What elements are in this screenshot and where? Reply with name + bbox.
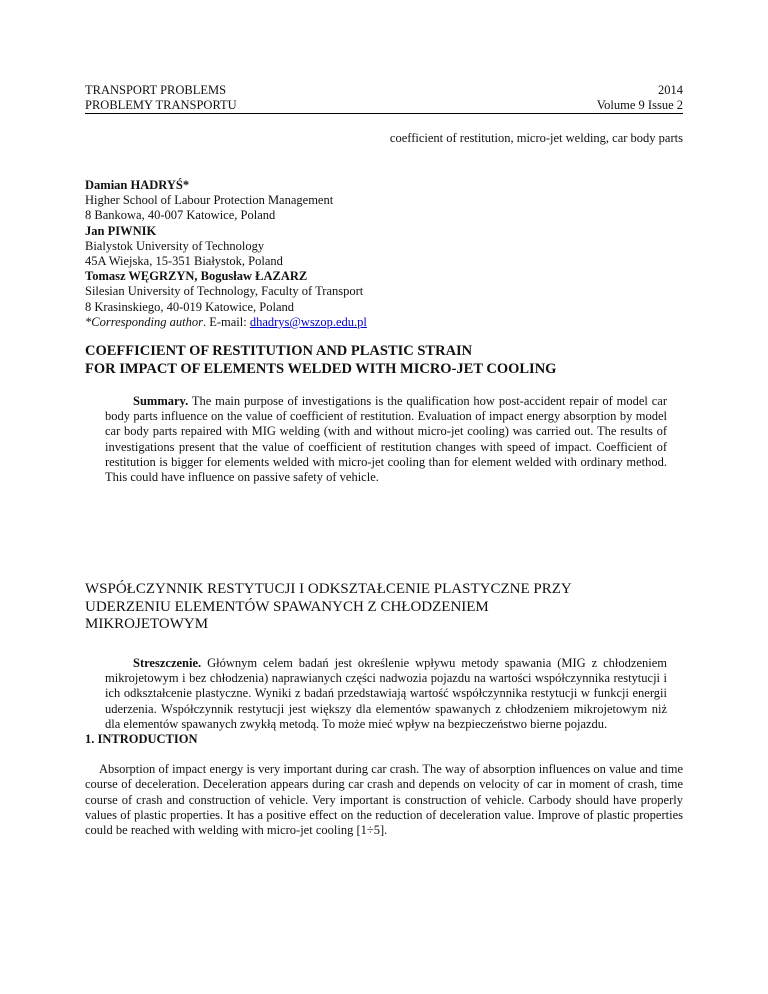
author-address: 45A Wiejska, 15-351 Białystok, Poland (85, 254, 283, 269)
journal-name-en: TRANSPORT PROBLEMS (85, 83, 227, 97)
section-paragraph: Absorption of impact energy is very important during car crash. The way of absorption influences on value and time course of deceleration. Deceleration appears during car crash and depends on velocity of car in moment of crash, time course of crash and construction of vehicle. Very important is construction of vehicle. Carbody should have properly values of plastic properties. It has a positive effect on the reduction of deceleration value. Improve of plastic properties could be reached with welding with micro-jet cooling [1÷5]. (85, 762, 683, 838)
paper-title-en (85, 343, 685, 378)
keywords: coefficient of restitution, micro-jet welding, car body parts (389, 131, 683, 145)
author-name: Damian HADRYŚ* (85, 178, 190, 192)
journal-volume: Volume 9 Issue 2 (596, 98, 683, 112)
journal-year: 2014 (658, 83, 683, 97)
section-heading: 1. INTRODUCTION (85, 732, 198, 746)
author-address: 8 Krasinskiego, 40-019 Katowice, Poland (85, 299, 294, 314)
summary-en (105, 394, 667, 485)
summary-pl-text: Głównym celem badań jest określenie wpływu metody spawania (MIG z chłodzeniem mikrojetowym i bez chłodzenia) naprawianych części nadwozia pojazdu na wartości współczynnika restytucji i ich odkształcenie plastyczne. Wyniki z badań przedstawiają wartość współczynnika restytucji w funkcji energii uderzenia. Współczynnik restytucji jest większy dla elementów spawanych z chłodzeniem mikrojetowym niż dla elementów spawanych zwykłą metodą. To może mieć wpływ na bezpieczeństwo bierne pojazdu. (105, 656, 667, 731)
title-pl-line: WSPÓŁCZYNNIK RESTYTUCJI I ODKSZTAŁCENIE PLASTYCZNE PRZY (85, 581, 572, 597)
running-header (85, 83, 683, 114)
author-affiliation: Silesian University of Technology, Faculty of Transport (85, 284, 364, 299)
author-affiliation: Bialystok University of Technology (85, 238, 265, 253)
corresponding-text: . E-mail: (202, 314, 250, 329)
email-link[interactable]: dhadrys@wszop.edu.pl (249, 314, 367, 329)
summary-pl-label: Streszczenie. (133, 656, 202, 670)
author-affiliation: Higher School of Labour Protection Management (85, 193, 334, 208)
author-block (85, 178, 367, 330)
summary-en-text: The main purpose of investigations is the qualification how post-accident repair of model car body parts influence on the value of coefficient of restitution. Evaluation of impact energy absorption by model car body parts repaired with MIG welding (with and without micro-jet cooling) was carried out. The results of investigations present that the value of coefficient of restitution changes with speed of impact. Coefficient of restitution is bigger for elements welded with micro-jet cooling than for element welded with ordinary method. This could have influence on passive safety of vehicle. (105, 394, 667, 485)
journal-name-pl: PROBLEMY TRANSPORTU (85, 98, 237, 112)
author-address: 8 Bankowa, 40-007 Katowice, Poland (85, 208, 276, 223)
title-en-line: COEFFICIENT OF RESTITUTION AND PLASTIC STRAIN (85, 343, 473, 359)
title-pl-line: UDERZENIU ELEMENTÓW SPAWANYCH Z CHŁODZENIEM (85, 598, 489, 615)
title-en-line: FOR IMPACT OF ELEMENTS WELDED WITH MICRO-JET COOLING (85, 360, 557, 377)
corresponding-author (85, 315, 367, 330)
title-pl-line: MIKROJETOWYM (85, 616, 209, 632)
author-name: Jan PIWNIK (85, 223, 157, 238)
summary-pl (105, 656, 667, 732)
paper-title-pl (85, 581, 685, 634)
author-name: Tomasz WĘGRZYN, Bogusław ŁAZARZ (85, 269, 308, 284)
header-rule (85, 113, 683, 114)
summary-en-label: Summary. (133, 394, 189, 408)
corresponding-label: *Corresponding author (85, 314, 203, 329)
